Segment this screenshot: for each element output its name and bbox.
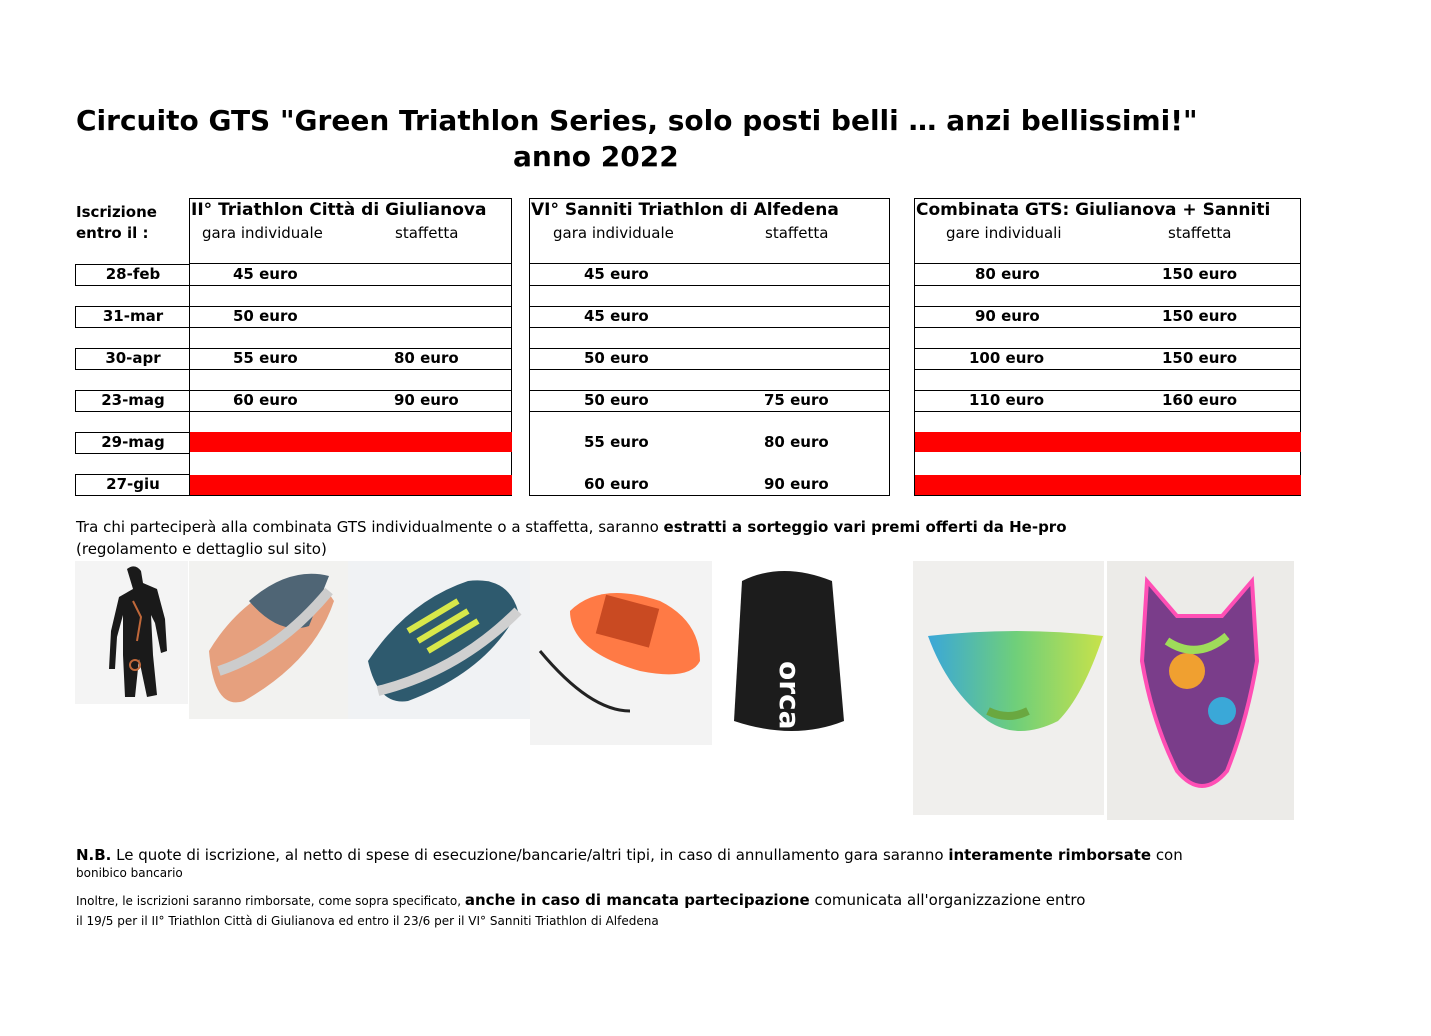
note-nb-line2: bonibico bancario <box>76 866 183 880</box>
table-cell: 150 euro <box>1162 349 1238 367</box>
wetsuit-image <box>75 561 188 704</box>
table-cell: 150 euro <box>1162 307 1238 325</box>
table-cell: 60 euro <box>584 475 649 493</box>
closed-combinata-29mag <box>915 432 1301 452</box>
row-date: 27-giu <box>106 475 160 493</box>
note-refund-line2: il 19/5 per il II° Triathlon Città di Giulianova ed entro il 23/6 per il VI° Sanniti Triathlon di Alfedena <box>76 914 659 928</box>
table-cell: 80 euro <box>975 265 1040 283</box>
event-name-sanniti: VI° Sanniti Triathlon di Alfedena <box>531 200 839 220</box>
table-cell: 50 euro <box>233 307 298 325</box>
table-cell: 50 euro <box>584 349 649 367</box>
event-name-combinata: Combinata GTS: Giulianova + Sanniti <box>916 200 1271 220</box>
table-cell: 150 euro <box>1162 265 1238 283</box>
row-date: 29-mag <box>101 433 165 451</box>
table-cell: 90 euro <box>394 391 459 409</box>
table-cell: 80 euro <box>394 349 459 367</box>
table-cell: 75 euro <box>764 391 829 409</box>
table-cell: 55 euro <box>584 433 649 451</box>
table-cell: 100 euro <box>969 349 1045 367</box>
col-giulianova-relay: staffetta <box>395 224 459 242</box>
row-header-line2: entro il : <box>76 224 149 242</box>
black-backpack-image <box>712 561 862 745</box>
blue-running-shoes-image <box>348 561 530 719</box>
row-date: 23-mag <box>101 391 165 409</box>
row-date: 30-apr <box>105 349 161 367</box>
col-sanniti-relay: staffetta <box>765 224 829 242</box>
table-cell: 160 euro <box>1162 391 1238 409</box>
prizes-text: Tra chi parteciperà alla combinata GTS individualmente o a staffetta, saranno estratti a sorteggio vari premi offerti da He-pro <box>76 518 1067 536</box>
col-giulianova-individual: gara individuale <box>202 224 323 242</box>
swimsuit-image <box>1107 561 1294 820</box>
table-cell: 45 euro <box>233 265 298 283</box>
table-cell: 90 euro <box>975 307 1040 325</box>
closed-giulianova-29mag <box>190 432 512 452</box>
swim-briefs-image <box>913 561 1104 815</box>
table-cell: 50 euro <box>584 391 649 409</box>
svg-text:orca: orca <box>773 661 806 730</box>
page-subtitle: anno 2022 <box>513 140 679 173</box>
orange-running-shoes-image <box>189 561 348 719</box>
col-combinata-relay: staffetta <box>1168 224 1232 242</box>
row-header-line1: Iscrizione <box>76 203 157 221</box>
table-cell: 55 euro <box>233 349 298 367</box>
note-nb: N.B. Le quote di iscrizione, al netto di spese di esecuzione/bancarie/altri tipi, in caso di annullamento gara saranno interamente rimborsate con <box>76 846 1183 864</box>
table-cell: 90 euro <box>764 475 829 493</box>
col-combinata-individual: gare individuali <box>946 224 1062 242</box>
col-sanniti-individual: gara individuale <box>553 224 674 242</box>
orange-swim-buoy-image <box>530 561 712 745</box>
table-cell: 110 euro <box>969 391 1045 409</box>
closed-giulianova-27giu <box>190 475 512 495</box>
row-date: 28-feb <box>105 265 161 283</box>
closed-combinata-27giu <box>915 475 1301 495</box>
table-cell: 45 euro <box>584 307 649 325</box>
prizes-text-line2: (regolamento e dettaglio sul sito) <box>76 540 327 558</box>
event-name-giulianova: II° Triathlon Città di Giulianova <box>191 200 487 220</box>
note-refund: Inoltre, le iscrizioni saranno rimborsate, come sopra specificato, anche in caso di mancata partecipazione comunicata all'organizzazione entro <box>76 891 1086 909</box>
table-cell: 45 euro <box>584 265 649 283</box>
row-date: 31-mar <box>102 307 164 325</box>
page-title: Circuito GTS "Green Triathlon Series, solo posti belli … anzi bellissimi!" <box>76 104 1198 137</box>
table-cell: 60 euro <box>233 391 298 409</box>
table-cell: 80 euro <box>764 433 829 451</box>
